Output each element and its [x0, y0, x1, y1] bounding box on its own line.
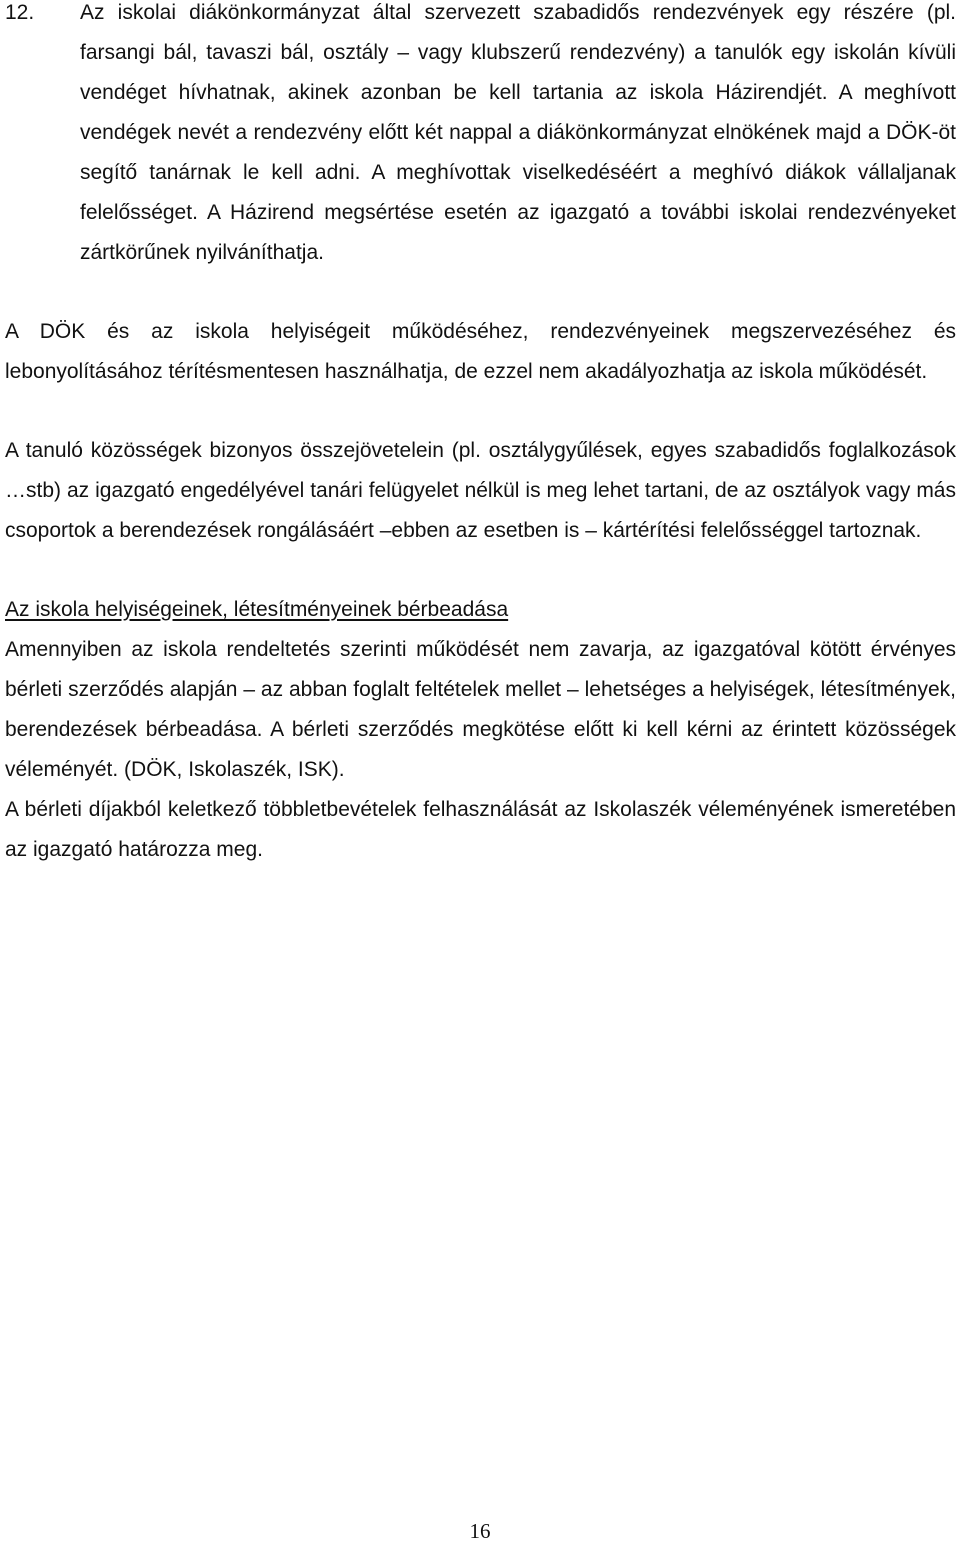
paragraph-rental-conditions: Amennyiben az iskola rendeltetés szerinti működését nem zavarja, az igazgatóval kötött érvényes bérleti szerződés alapján – az abban foglalt feltételek mellet – lehetséges a helyiségek, létesítmények, berendezések bérbeadása. A bérleti szerződés megkötése előtt ki kell kérni az érintett közösségek véleményét. (DÖK, Iskolaszék, ISK). — [5, 638, 956, 781]
item-number: 12. — [5, 1, 35, 24]
document-page — [5, 0, 956, 870]
paragraph-rental-income: A bérleti díjakból keletkező többletbevételek felhasználását az Iskolaszék véleményének ismeretében az igazgató határozza meg. — [5, 798, 956, 861]
page-number: 16 — [469, 1519, 491, 1543]
numbered-item-12 — [5, 0, 956, 273]
paragraph-student-meetings: A tanuló közösségek bizonyos összejövetelein (pl. osztálygyűlések, egyes szabadidős foglalkozások …stb) az igazgató engedélyével tanári felügyelet nélkül is meg lehet tartani, de az osztályok vagy más csoportok a berendezések rongálásáért –ebben az esetben is – kártérítési felelősséggel tartoznak. — [5, 439, 956, 542]
section-heading-rental: Az iskola helyiségeinek, létesítményeinek bérbeadása — [5, 598, 509, 621]
paragraph-dok-facilities: A DÖK és az iskola helyiségeit működéséhez, rendezvényeinek megszervezéséhez és lebonyolításához térítésmentesen használhatja, de ezzel nem akadályozhatja az iskola működését. — [5, 320, 956, 383]
item-text: Az iskolai diákönkormányzat által szervezett szabadidős rendezvények egy részére (pl. farsangi bál, tavaszi bál, osztály – vagy klubszerű rendezvény) a tanulók egy iskolán kívüli vendéget hívhatnak, akinek azonban be kell tartania az iskola Házirendjét. A meghívott vendégek nevét a rendezvény előtt két nappal a diákönkormányzat elnökének majd a DÖK-öt segítő tanárnak le kell adni. A meghívottak viselkedéséért a meghívó diákok vállaljanak felelősséget. A Házirend megsértése esetén az igazgató a további iskolai rendezvényeket zártkörűnek nyilváníthatja. — [80, 1, 956, 264]
